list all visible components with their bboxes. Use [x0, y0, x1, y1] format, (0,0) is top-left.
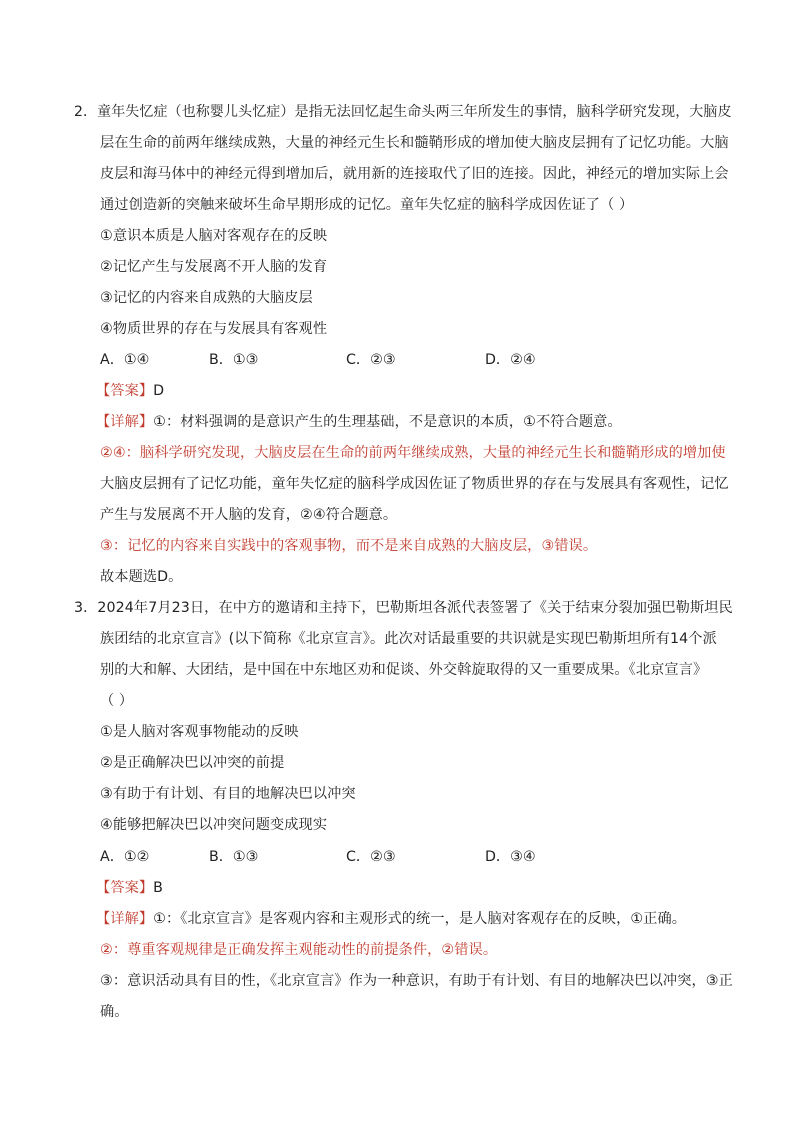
q2-stem-line-1: 2．童年失忆症（也称婴儿头忆症）是指无法回忆起生命头两三年所发生的事情，脑科学研究发现，大脑皮 — [74, 104, 732, 120]
q2-detail-1 — [96, 412, 622, 432]
q2-option-c: C．②③ — [346, 352, 396, 368]
q3-detail-1-text: ①：《北京宣言》是客观内容和主观形式的统一，是人脑对客观存在的反映，①正确。 — [153, 911, 687, 927]
q3-item-4: ④能够把解决巴以冲突问题变成现实 — [100, 817, 328, 833]
q2-option-a: A．①④ — [100, 352, 150, 368]
q2-stem-line-3: 皮层和海马体中的神经元得到增加后，就用新的连接取代了旧的连接。因此，神经元的增加实际上会 — [100, 166, 729, 182]
q3-option-d: D．③④ — [485, 849, 536, 865]
q3-option-c: C．②③ — [346, 849, 396, 865]
q2-detail-label: 【详解】 — [96, 414, 154, 430]
q2-stem-line-2: 层在生命的前两年继续成熟，大量的神经元生长和髓鞘形成的增加使大脑皮层拥有了记忆功能。大脑 — [100, 135, 729, 151]
q3-answer-value: B — [153, 880, 163, 896]
q2-item-3: ③记忆的内容来自成熟的大脑皮层 — [100, 290, 313, 306]
q2-item-1: ①意识本质是人脑对客观存在的反映 — [100, 228, 328, 244]
q2-detail-3: ③：记忆的内容来自实践中的客观事物，而不是来自成熟的大脑皮层，③错误。 — [100, 538, 598, 554]
q3-detail-1 — [96, 909, 686, 929]
q3-stem-line-1: 3．2024年7月23日，在中方的邀请和主持下，巴勒斯坦各派代表签署了《关于结束分裂加强巴勒斯坦民 — [74, 600, 733, 616]
q3-detail-label: 【详解】 — [96, 911, 154, 927]
q3-item-3: ③有助于有计划、有目的地解决巴以冲突 — [100, 786, 356, 802]
q3-detail-3-line-2: 确。 — [100, 1004, 129, 1020]
q3-stem-line-3: 别的大和解、大团结，是中国在中东地区劝和促谈、外交斡旋取得的又一重要成果。《北京宣言》 — [100, 662, 708, 678]
q2-detail-2-line-3: 产生与发展离不开人脑的发育，②④符合题意。 — [100, 507, 398, 523]
q3-stem-line-2: 族团结的北京宣言》(以下简称《北京宣言》。此次对话最重要的共识就是实现巴勒斯坦所有14个派 — [100, 631, 717, 647]
q3-item-2: ②是正确解决巴以冲突的前提 — [100, 755, 285, 771]
q2-detail-2-line-1: ②④：脑科学研究发现，大脑皮层在生命的前两年继续成熟，大量的神经元生长和髓鞘形成的增加使 — [100, 445, 726, 461]
q2-answer-value: D — [153, 383, 165, 399]
q2-stem-line-4: 通过创造新的突触来破坏生命早期形成的记忆。童年失忆症的脑科学成因佐证了（ ） — [100, 197, 634, 213]
q2-detail-2-line-2: 大脑皮层拥有了记忆功能，童年失忆症的脑科学成因佐证了物质世界的存在与发展具有客观性，记忆 — [100, 476, 729, 492]
q3-detail-2: ②：尊重客观规律是正确发挥主观能动性的前提条件，②错误。 — [100, 942, 498, 958]
q2-option-b: B．①③ — [209, 352, 259, 368]
q2-item-2: ②记忆产生与发展离不开人脑的发育 — [100, 259, 328, 275]
q3-answer — [96, 878, 163, 898]
q3-detail-3-line-1: ③：意识活动具有目的性，《北京宣言》作为一种意识，有助于有计划、有目的地解决巴以冲突，③正 — [100, 973, 733, 989]
q2-answer — [96, 381, 164, 401]
q2-conclusion: 故本题选D。 — [100, 569, 183, 585]
q2-item-4: ④物质世界的存在与发展具有客观性 — [100, 321, 328, 337]
q2-option-d: D．②④ — [485, 352, 536, 368]
q3-option-b: B．①③ — [209, 849, 259, 865]
q2-answer-label: 【答案】 — [96, 383, 154, 399]
q3-stem-line-4: （ ） — [100, 693, 134, 709]
q3-item-1: ①是人脑对客观事物能动的反映 — [100, 724, 299, 740]
q2-detail-1-text: ①：材料强调的是意识产生的生理基础，不是意识的本质，①不符合题意。 — [153, 414, 622, 430]
q3-answer-label: 【答案】 — [96, 880, 154, 896]
q3-option-a: A．①② — [100, 849, 150, 865]
